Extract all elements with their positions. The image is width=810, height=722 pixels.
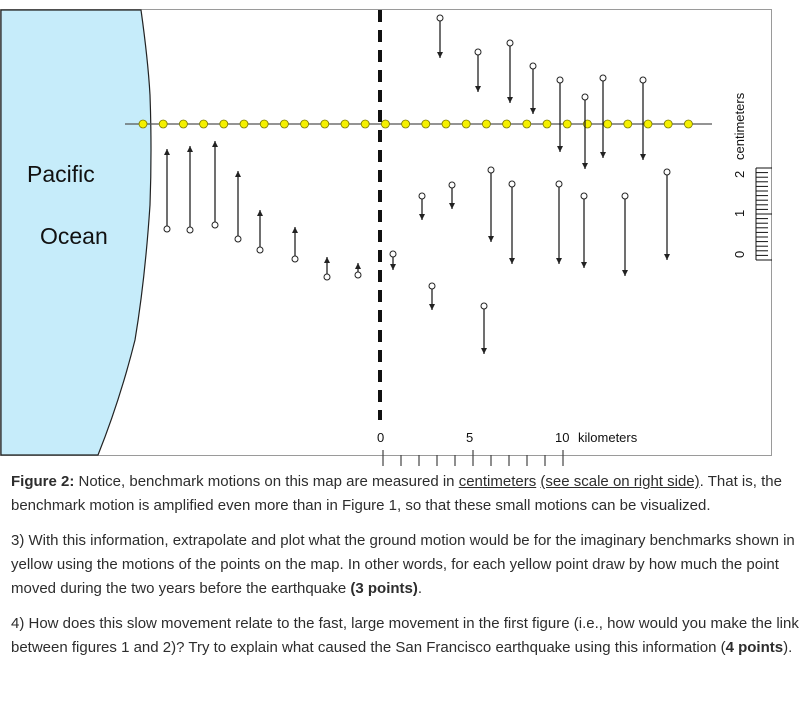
question-3-points: (3 points) bbox=[350, 580, 418, 597]
yellow-benchmark bbox=[220, 120, 228, 128]
question-4 bbox=[11, 612, 801, 660]
centimeters-link[interactable]: centimeters bbox=[458, 473, 537, 490]
caption-text-c: . That is, the benchmark motion is amplified even more than in Figure 1, so that these small motions can be visualized. bbox=[11, 473, 782, 514]
benchmark-arrow bbox=[581, 193, 587, 268]
yellow-benchmark bbox=[179, 120, 187, 128]
cm-tick-0: 0 bbox=[732, 250, 747, 258]
yellow-benchmark bbox=[402, 120, 410, 128]
question-4-text: 4) How does this slow movement relate to the fast, large movement in the first figure (i.e., how would you make the link between figures 1 and 2)? Try to explain what caused the San Francisco earthquake using this information ( bbox=[11, 615, 799, 656]
yellow-benchmark bbox=[442, 120, 450, 128]
text-content bbox=[11, 470, 801, 671]
benchmark-arrow bbox=[164, 149, 170, 232]
yellow-benchmark bbox=[260, 120, 268, 128]
benchmark-arrow bbox=[437, 15, 443, 58]
yellow-benchmark bbox=[341, 120, 349, 128]
benchmark-arrow bbox=[507, 40, 513, 103]
km-tick-0: 0 bbox=[377, 430, 385, 445]
km-tick-5: 5 bbox=[466, 430, 474, 445]
ocean-label-pacific: Pacific bbox=[27, 161, 95, 187]
benchmark-arrow bbox=[582, 94, 588, 169]
benchmark-arrow bbox=[475, 49, 481, 92]
yellow-benchmark bbox=[664, 120, 672, 128]
yellow-benchmark bbox=[361, 120, 369, 128]
yellow-benchmark bbox=[624, 120, 632, 128]
question-3 bbox=[11, 529, 801, 601]
question-3-end: . bbox=[417, 580, 423, 597]
yellow-benchmark bbox=[482, 120, 490, 128]
benchmark-arrow bbox=[664, 169, 670, 260]
yellow-benchmark bbox=[503, 120, 511, 128]
km-unit-label: kilometers bbox=[578, 430, 638, 445]
yellow-benchmark bbox=[462, 120, 470, 128]
cm-tick-2: 2 bbox=[732, 170, 747, 178]
benchmark-arrow bbox=[324, 257, 330, 280]
yellow-benchmark bbox=[200, 120, 208, 128]
yellow-benchmark bbox=[604, 120, 612, 128]
benchmark-arrow bbox=[419, 193, 425, 220]
benchmark-arrows bbox=[164, 15, 670, 354]
yellow-benchmark bbox=[422, 120, 430, 128]
yellow-benchmark bbox=[139, 120, 147, 128]
km-tick-10: 10 bbox=[555, 430, 570, 445]
figure-caption bbox=[11, 470, 801, 518]
benchmark-arrow bbox=[556, 181, 562, 264]
yellow-benchmark bbox=[543, 120, 551, 128]
benchmark-arrow bbox=[622, 193, 628, 276]
benchmark-arrow bbox=[212, 141, 218, 228]
yellow-benchmark bbox=[280, 120, 288, 128]
question-4-points: 4 points bbox=[725, 639, 784, 656]
cm-scale bbox=[732, 92, 772, 260]
benchmark-arrow bbox=[429, 283, 435, 310]
ocean-label-ocean: Ocean bbox=[40, 223, 108, 249]
yellow-benchmark bbox=[644, 120, 652, 128]
benchmark-arrow bbox=[235, 171, 241, 242]
yellow-benchmark bbox=[381, 120, 389, 128]
caption-text-a: Notice, benchmark motions on this map are measured in bbox=[74, 473, 459, 490]
benchmark-arrow bbox=[600, 75, 606, 158]
yellow-benchmark bbox=[523, 120, 531, 128]
benchmark-arrow bbox=[292, 227, 298, 262]
question-3-text: 3) With this information, extrapolate and plot what the ground motion would be for the imaginary benchmarks shown in yellow using the motions of the points on the map. In other words, for each yellow point draw by how much the point moved during the two years before the earthquake bbox=[11, 532, 795, 597]
yellow-benchmark bbox=[159, 120, 167, 128]
yellow-benchmark bbox=[563, 120, 571, 128]
benchmark-arrow bbox=[390, 251, 396, 270]
benchmark-arrow bbox=[488, 167, 494, 242]
yellow-benchmark bbox=[321, 120, 329, 128]
benchmark-arrow bbox=[530, 63, 536, 114]
benchmark-arrow bbox=[481, 303, 487, 354]
cm-unit-label: centimeters bbox=[732, 92, 747, 160]
yellow-benchmark bbox=[301, 120, 309, 128]
benchmark-arrow bbox=[187, 146, 193, 233]
benchmark-arrow bbox=[355, 263, 361, 278]
yellow-benchmark bbox=[684, 120, 692, 128]
km-scale bbox=[377, 430, 638, 466]
question-4-end: ). bbox=[783, 639, 793, 656]
cm-tick-1: 1 bbox=[732, 209, 747, 217]
benchmark-arrow bbox=[509, 181, 515, 264]
figure-label: Figure 2: bbox=[11, 473, 75, 490]
benchmark-arrow bbox=[640, 77, 646, 160]
benchmark-arrow bbox=[557, 77, 563, 152]
benchmark-arrow bbox=[449, 182, 455, 209]
scale-link[interactable]: (see scale on right side) bbox=[540, 473, 700, 490]
yellow-benchmark bbox=[240, 120, 248, 128]
benchmark-arrow bbox=[257, 210, 263, 253]
